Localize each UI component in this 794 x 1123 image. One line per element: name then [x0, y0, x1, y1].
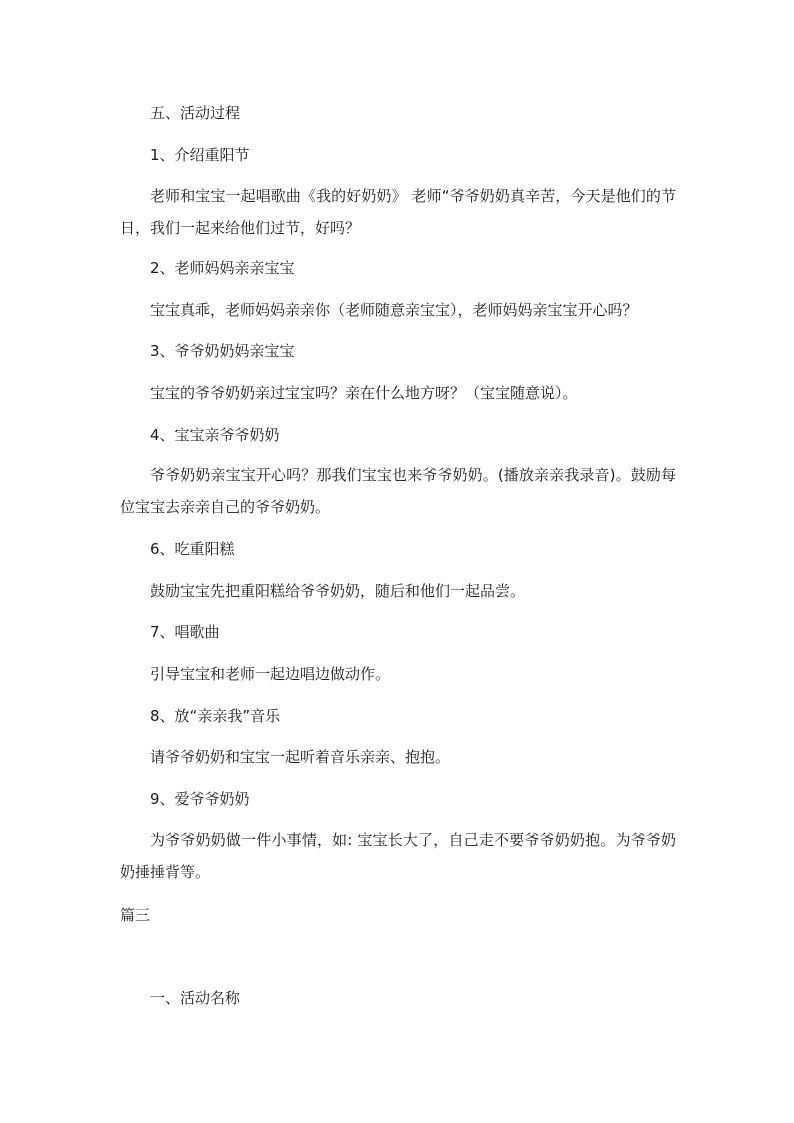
paragraph: 老师和宝宝一起唱歌曲《我的好奶奶》 老师“爷爷奶奶真辛苦，今天是他们的节日，我们一起来给他们过节，好吗？ [120, 187, 676, 237]
paragraph: 宝宝的爷爷奶奶亲过宝宝吗？亲在什么地方呀？（宝宝随意说）。 [150, 384, 578, 402]
section-heading: 一、活动名称 [150, 989, 241, 1007]
paragraph: 宝宝真乖，老师妈妈亲亲你（老师随意亲宝宝），老师妈妈亲宝宝开心吗？ [150, 301, 638, 319]
step-heading: 2、老师妈妈亲亲宝宝 [150, 259, 295, 277]
step-heading: 7、唱歌曲 [150, 623, 220, 641]
paragraph: 鼓励宝宝先把重阳糕给爷爷奶奶，随后和他们一起品尝。 [150, 582, 526, 600]
paragraph: 请爷爷奶奶和宝宝一起听着音乐亲亲、抱抱。 [150, 748, 451, 766]
step-heading: 6、吃重阳糕 [150, 540, 235, 558]
step-heading: 3、爷爷奶奶妈亲宝宝 [150, 342, 295, 360]
step-heading: 8、放“亲亲我”音乐 [150, 707, 281, 725]
step-heading: 4、宝宝亲爷爷奶奶 [150, 426, 280, 444]
paragraph: 为爷爷奶奶做一件小事情，如: 宝宝长大了，自己走不要爷爷奶奶抱。为爷爷奶奶捶捶背等。 [120, 831, 676, 881]
step-heading: 9、爱爷爷奶奶 [150, 790, 250, 808]
step-heading: 1、介绍重阳节 [150, 146, 250, 164]
section-heading: 五、活动过程 [150, 104, 241, 122]
part-title: 篇三 [120, 906, 151, 924]
paragraph: 爷爷奶奶亲宝宝开心吗？那我们宝宝也来爷爷奶奶。(播放亲亲我录音)。鼓励每位宝宝去亲亲自己的爷爷奶奶。 [120, 466, 676, 516]
paragraph: 引导宝宝和老师一起边唱边做动作。 [150, 665, 391, 683]
